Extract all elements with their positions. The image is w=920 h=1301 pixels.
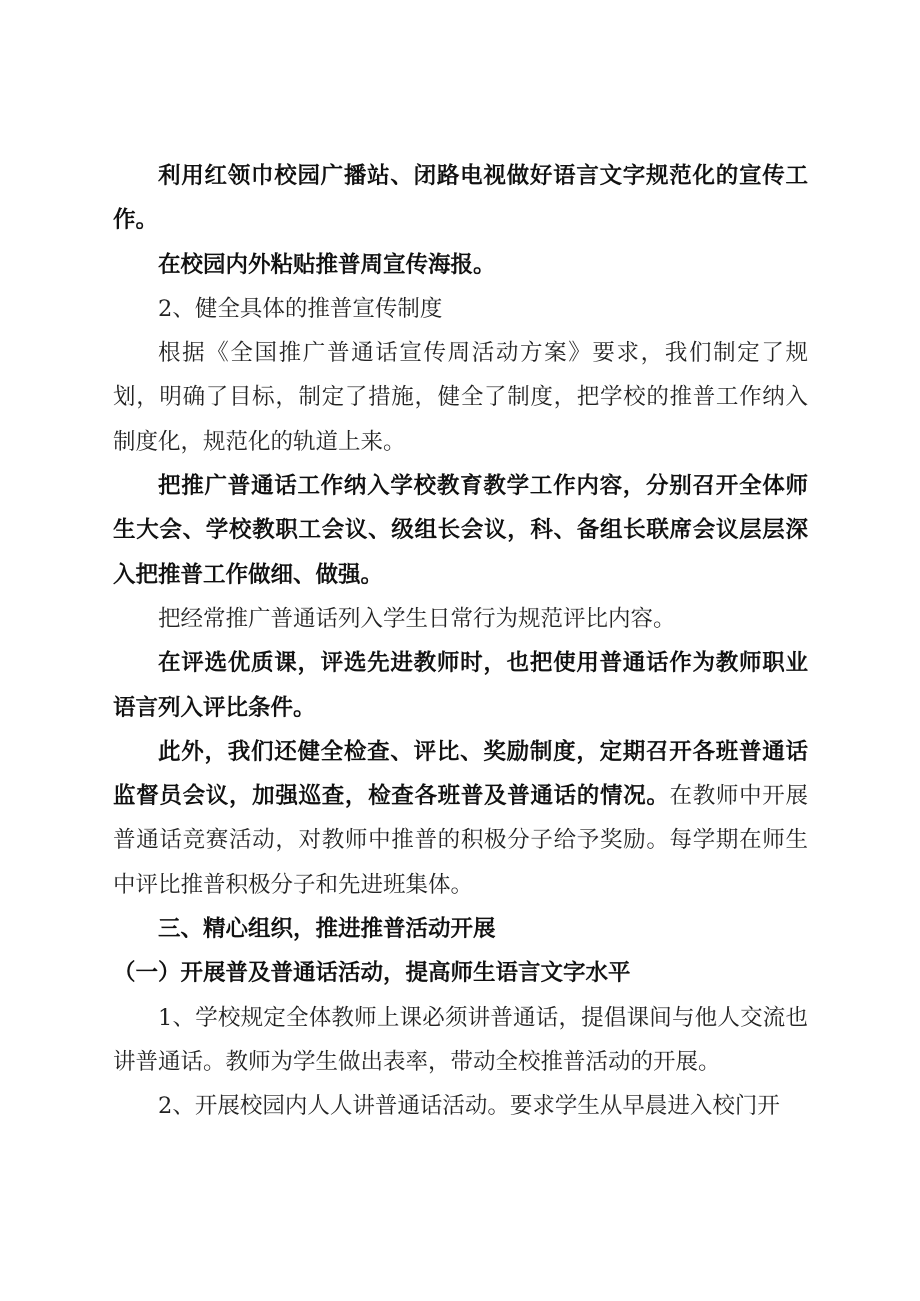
paragraph-daily-norms: 把经常推广普通话列入学生日常行为规范评比内容。 — [158, 605, 676, 632]
subsection-heading-popularize: （一）开展普及普通话活动，提高师生语言文字水平 — [113, 960, 631, 987]
paragraph-meetings: 把推广普通话工作纳入学校教育教学工作内容，分别召开全体师生大会、学校教职工会议、级组长会议，科、备组长联席会议层层深入把推普工作做细、做强。 — [113, 473, 808, 588]
paragraph-inspection-regular: 在教师中开展普通话竞赛活动，对教师中推普的积极分子给予奖励。每学期在师生中评比推普积极分子和先进班集体。 — [113, 783, 808, 898]
paragraph-broadcast-publicity: 利用红领巾校园广播站、闭路电视做好语言文字规范化的宣传工作。 — [113, 163, 808, 234]
paragraph-plan: 根据《全国推广普通话宣传周活动方案》要求，我们制定了规划，明确了目标，制定了措施，健全了制度，把学校的推普工作纳入制度化，规范化的轨道上来。 — [113, 340, 808, 455]
paragraph-poster: 在校园内外粘贴推普周宣传海报。 — [158, 251, 496, 278]
paragraph-inspection — [113, 730, 808, 907]
document-body — [113, 154, 808, 1129]
section-heading-publicity-system: 2、健全具体的推普宣传制度 — [158, 295, 443, 322]
paragraph-inspection-bold: 此外，我们还健全检查、评比、奖励制度，定期召开各班普通话监督员会议，加强巡查，检查各班普及普通话的情况。 — [113, 738, 808, 810]
paragraph-campus-mandarin: 2、开展校园内人人讲普通话活动。要求学生从早晨进入校门开 — [158, 1093, 780, 1120]
paragraph-teacher-evaluation: 在评选优质课，评选先进教师时，也把使用普通话作为教师职业语言列入评比条件。 — [113, 650, 808, 721]
paragraph-teacher-mandarin: 1、学校规定全体教师上课必须讲普通话，提倡课间与他人交流也讲普通话。教师为学生做出表率，带动全校推普活动的开展。 — [113, 1004, 808, 1075]
section-heading-organize: 三、精心组织，推进推普活动开展 — [158, 916, 496, 943]
